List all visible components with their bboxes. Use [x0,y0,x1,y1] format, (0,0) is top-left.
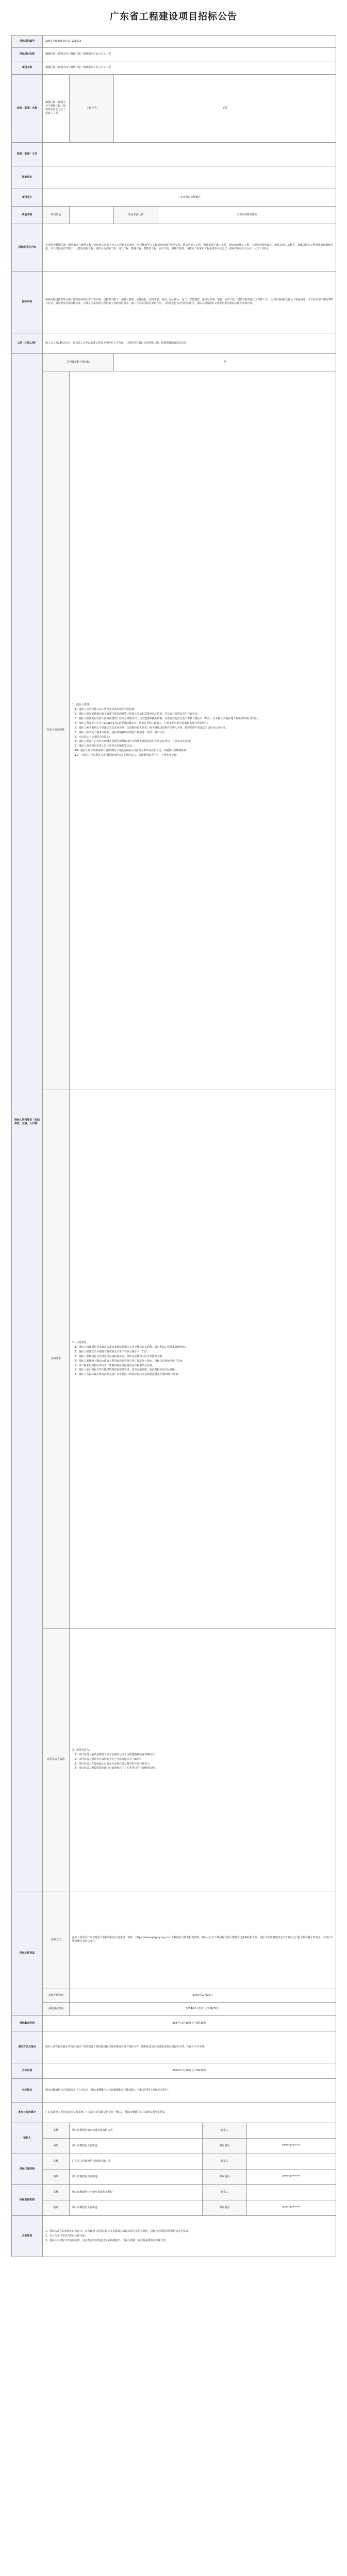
qual-item: （9）投标人及其项目负责人近三年内无行贿犯罪记录； [72,744,135,748]
page-title: 广东省工程建设项目招标公告 [110,11,237,22]
qual-item: （2）项目负责人须持有有效的安全生产考核合格证书（B证）； [72,1757,143,1761]
qual-item: 2、其他要求： [72,1341,89,1344]
label-bid-scope: 招标范围及内容 [12,224,43,271]
value-qual-section-1 [70,1090,336,1628]
qual-item: 3、项目负责人： [72,1748,92,1752]
value-contact-0-phone: 0757-22****** [247,2138,336,2154]
label-qual-section-0: 投标人资格条件 [43,371,70,1090]
qual-item: （7）本次招标不接受联合体投标； [72,735,112,739]
label-funding: 资金来源 [12,206,43,224]
qual-item: （1）投标人应具有独立法人资格并具备有效的营业执照； [72,707,137,711]
label-qual-section-2: 项目负责人资格 [43,1628,70,1891]
value-project-name: 顺德区新一新围水冲与暨场工程一地铁塔东片北之分工工程 [43,61,336,74]
value-qual-section-0 [70,371,336,1090]
qual-item: （6）投标人须未处于被责令停业、投标资格被取消或财产被接管、冻结、破产状态； [72,731,168,734]
value-bid-submit: 投标人须在投标截止时间前通过广东省建设工程招标投标交易系统递交电子投标文件，逾期送达或未送达指定地点的投标文件，招标人不予受理。 [43,2031,336,2063]
qual-item: （5）本工程采用资格后审方式，资格审查在评标阶段由评标委员会负责； [72,1364,155,1367]
label-opening-time: 开标时间 [12,2063,43,2078]
row-project-owner [12,189,336,206]
row-qualification-consortium [12,353,336,371]
value-contact-1-name: 广东省工程建设招标代理有限公司 [70,2154,203,2169]
label-media: 发布公告的媒介 [12,2102,43,2123]
qual-item: （6）投标人须对投标文件中提供资料的真实性负责，如有弄虚作假，取消其投标及中标资格； [72,1368,177,1372]
label-contact-2-addr: 地址 [43,2200,70,2215]
qual-item: （1）投标人拟派项目技术负责人须具备建筑类相关专业中级及以上职称，具有类似工程技术管理经验； [72,1345,188,1349]
label-bid-content: 招标内容 [12,271,43,333]
value-bid-content [43,271,336,333]
row-other [12,2215,336,2257]
row-bid-submit [12,2031,336,2063]
qual-item: （5）投标人须未被列入严重违法失信企业名单、失信被执行人名单、重大税收违法案件当事人名单、政府采购严重违法失信行为记录名单； [72,726,228,730]
row-contact-1-addr [12,2169,336,2184]
label-contact-2: 招标监督机构 [12,2184,43,2215]
qual-item: 1、投标人资格： [72,703,92,706]
value-bid-project-no: 2304-440606-04-01-923423 [43,35,336,47]
label-approval-doc-sub: 立项文号 [70,74,114,142]
qual-item: （4）项目负责人须提供投标截止日前连续六个月在本单位的社保缴纳证明。 [72,1767,157,1770]
bid-content-text: 招标范围包括本项目施工图范围内的全部工程内容，包括但不限于：地基与基础、主体结构、装饰装修、屋面、给水排水、电气、智能建筑、通风与空调、电梯、室外工程、建筑节能等施工及保修工作。具体详见招标文件及工程量清单。本工程计划工期为365日历天，质量要求达到合格标准，并满足国家及地方现行施工验收规范要求。施工合同采用固定单价合同，工程款支付按合同约定执行。投标人须按招标文件要求提交投标文件并参加开标。 [45,298,334,306]
label-contact-0-addr: 地址 [43,2138,70,2154]
label-doc-access: 招标文件获取 [12,1891,43,2015]
other-item: 1、投标人须在投标截止时间前在广东省建设工程招标投标交易系统完成投标报名及信息登记，投标人对所提交资料的真实性负责； [45,2229,191,2233]
row-contact-2-name [12,2184,336,2200]
row-approval-number [12,142,336,166]
row-media [12,2102,336,2123]
row-bid-project-no [12,35,336,47]
row-bid-content [12,271,336,333]
label-contact-1: 招标代理机构 [12,2154,43,2184]
label-contact-1-addr: 地址 [43,2169,70,2184]
label-opening-place: 开标地点 [12,2078,43,2102]
qual-item: （10）投标人须承诺拟派项目管理机构人员在投标截止日前均为本单位在职人员，并提供社保缴纳证明； [72,749,189,753]
value-contact-2-person [247,2184,336,2200]
qual-item: （1）项目负责人须具备建筑工程专业贰级及以上注册建造师执业资格证书； [72,1753,157,1756]
label-qual-section-1: 业绩要求 [43,1090,70,1628]
label-contact-0-name: 名称 [43,2123,70,2138]
label-contact-0-person: 联系人 [203,2123,247,2138]
value-project-owner: 广东省佛山市顺德区 [43,189,336,206]
row-approval [12,74,336,142]
value-approval-unit [43,166,336,189]
announcement-table [11,35,336,2257]
value-approval-doc-status: 正常 [114,74,336,142]
bid-scope-text: 本项目为顺德区新一新围水冲与暨场工程一地铁塔东片北之分工工程施工总承包，包括线路导入工程和南边地区暨场工程、地铁站施工工程，预建重建区施工工程，管线迁改施工工程，立项等的勘察设计、地铁站施工工程等，具体以招标工程量清单和图纸为准。本工程包括但不限于：土建及结构工程、给排水及消防工程、电气工程、暖通工程、智能化工程、室外工程、幕墙工程等。本招标工程采用工程量清单计价方式，招标控制价为人民币（大写）XX元。 [45,244,334,251]
label-duration: 工期（计划工期） [12,333,43,353]
row-doc-access-end [12,2002,336,2015]
label-bid-deadline: 投标截止时间 [12,2015,43,2031]
value-contact-0-name: 佛山市顺德区城市建设发展有限公司 [70,2123,203,2138]
label-project-owner: 项目业主 [12,189,43,206]
qual-item: （2）投标人须具备建设行政主管部门核发的建筑工程施工总承包贰级及以上资质，并具有有效的安全生产许可证； [72,712,200,716]
value-contact-1-phone: 0757-22****** [247,2169,336,2184]
label-bid-project-no: 招标项目编号 [12,35,43,47]
row-doc-access-start [12,1989,336,2002]
value-doc-access-method [70,1891,336,1989]
row-qualification-section-1 [12,1090,336,1628]
row-contact-1-name [12,2154,336,2169]
label-contact-1-phone: 联系电话 [203,2169,247,2184]
label-other: 其他事项 [12,2215,43,2257]
value-is-consortium: 否 [114,353,336,371]
value-approval-doc-name: 顺德区新一新围水冲与暨场工程一地铁塔东片北之分工程建工立项 [43,74,70,142]
other-item: 2、本公告未尽事宜以招标文件为准； [45,2234,88,2238]
value-bid-scope [43,224,336,271]
label-approval-number: 核准（备案）文号 [12,142,43,166]
row-qualification-section-2 [12,1628,336,1891]
qual-item: （3）项目负责人在投标截止日前未在其他在建工程中担任项目负责人； [72,1762,152,1766]
label-bid-project-name: 招标项目名称 [12,47,43,61]
row-qualification-section-0 [12,371,336,1090]
value-duration: 施工总工期240日历天，具体开工日期以监理工程师下发的开工令为准，工期包括节假日及雨季施工期；保修期按国家规定执行。 [43,333,336,353]
qual-item: （8）投标人须在广东省住房和城乡建设厅或佛山市住房和城乡建设局进行企业信息登记，且信息真实有效； [72,740,192,743]
label-doc-access-end: 获取截止时间 [43,2002,70,2015]
row-doc-access-method [12,1891,336,1989]
row-contact-0-name [12,2123,336,2138]
label-approval-unit: 批准单位 [12,166,43,189]
row-bid-project-name [12,47,336,61]
value-contact-0-person [247,2123,336,2138]
label-project-name: 项目名称 [12,61,43,74]
label-qualification: 投标人资格要求（包括资质、业绩、人员等） [12,353,43,1891]
value-opening-time: 2024年1月19日上午9时30分 [43,2063,336,2078]
value-doc-access-end: 2024年1月19日上午9时30分 [70,2002,336,2015]
label-contact-2-name: 名称 [43,2184,70,2200]
value-contact-2-phone: 0757-22****** [247,2200,336,2215]
qual-item: （4）投标人须按照《佛山市建设工程招标投标管理办法》规定参与投标，投标文件须使用电子签章； [72,1359,185,1363]
doc-access-method-text: 投标人须登录广东省建设工程招标投标交易系统（网址：https://www.gdggzy.org.cn）下载招标文件及相关资料，投标人自行下载招标文件后即视为已获取招标文件。招标文件获取时间为公告发布之日起至投标截止时间止。本项目不设现场售卖招标文件。 [72,1936,334,1943]
row-opening-time [12,2063,336,2078]
qual-item: （3）投标人拟派项目负责人须具备建筑工程专业贰级及以上注册建造师执业资格，具备有效的安全生产考核合格证书（B证），且未担任其他在建工程项目的项目负责人； [72,717,261,720]
qual-item: （11）与招标人存在利害关系可能影响招标公正性的法人、其他组织或者个人，不得参加投标； [72,754,179,757]
value-doc-access-start: 2023年11月29日 [70,1989,336,2002]
qual-item: （7）投标人在投标截止时间前须完成广东省建设工程招标投标交易系统注册并办理CA数字证书； [72,1373,181,1377]
value-contact-1-person [247,2154,336,2169]
value-approval-number [43,142,336,166]
value-contact-1-addr: 佛山市顺德区大良街道 [70,2169,203,2184]
label-is-consortium: 是否接受联合体投标 [43,353,114,371]
label-contact-0: 招标人 [12,2123,43,2154]
row-approval-unit [12,166,336,189]
label-contact-2-person: 联系人 [203,2184,247,2200]
qual-item: （4）投标人须在近三年内（2021年1月1日至投标截止日）承担过类似工程施工，并提供相应的中标通知书及合同复印件； [72,721,210,725]
label-contact-0-phone: 联系电话 [203,2138,247,2154]
other-item: 3、投标人对招标文件有疑问的，应在规定时间内通过交易系统提出，招标人将统一在交易系统发布答疑文件。 [45,2239,168,2242]
label-funding-sub2: 资金来源比例 [114,206,158,224]
label-contact-1-person: 联系人 [203,2154,247,2169]
value-bid-project-name: 顺德区新一新围水冲与暨场工程一地铁塔东片北之分工工程 [43,47,336,61]
value-opening-place: 佛山市顺德区公共资源交易中心开标室（佛山市顺德区大良街道德和社区德民路），开标采用网上开标方式进行。 [43,2078,336,2102]
row-funding [12,206,336,224]
label-doc-access-method: 获取方式 [43,1891,70,1989]
label-contact-1-name: 名称 [43,2154,70,2169]
label-approval: 核准（备案）名称 [12,74,43,142]
row-bid-scope [12,224,336,271]
row-bid-deadline [12,2015,336,2031]
value-media: 广东省建设工程招标投标交易系统、广东省公共资源交易平台（佛山）、佛山市顺德区公共资源交易中心网站 [43,2102,336,2123]
value-contact-2-addr: 佛山市顺德区大良街道 [70,2200,203,2215]
value-qual-section-2 [70,1628,336,1891]
row-contact-0-addr [12,2138,336,2154]
label-contact-2-phone: 联系电话 [203,2200,247,2215]
row-contact-2-addr [12,2200,336,2215]
value-other [43,2215,336,2257]
row-opening-place [12,2078,336,2102]
value-bid-deadline: 2024年1月19日上午9时30分 [43,2015,336,2031]
qual-item: （3）投标人须按招标文件规定提交投标保证金，保证金金额为人民币壹拾万元整； [72,1354,165,1358]
row-project-name [12,61,336,74]
value-contact-0-addr: 佛山市顺德区大良街道 [70,2138,203,2154]
row-duration [12,333,336,353]
value-contact-2-name: 佛山市顺德区住房城乡建设和水利局 [70,2184,203,2200]
qual-item: （2）投标人拟派安全员须持有有效的安全生产考核合格证书（C证）； [72,1350,150,1353]
value-funding-sub1 [70,206,114,224]
value-funding-sub2: 全部来源财政拨款 [158,206,336,224]
label-funding-sub1: 财政资金 [43,206,70,224]
label-bid-submit: 递交方式及地点 [12,2031,43,2063]
label-doc-access-start: 获取开始时间 [43,1989,70,2002]
